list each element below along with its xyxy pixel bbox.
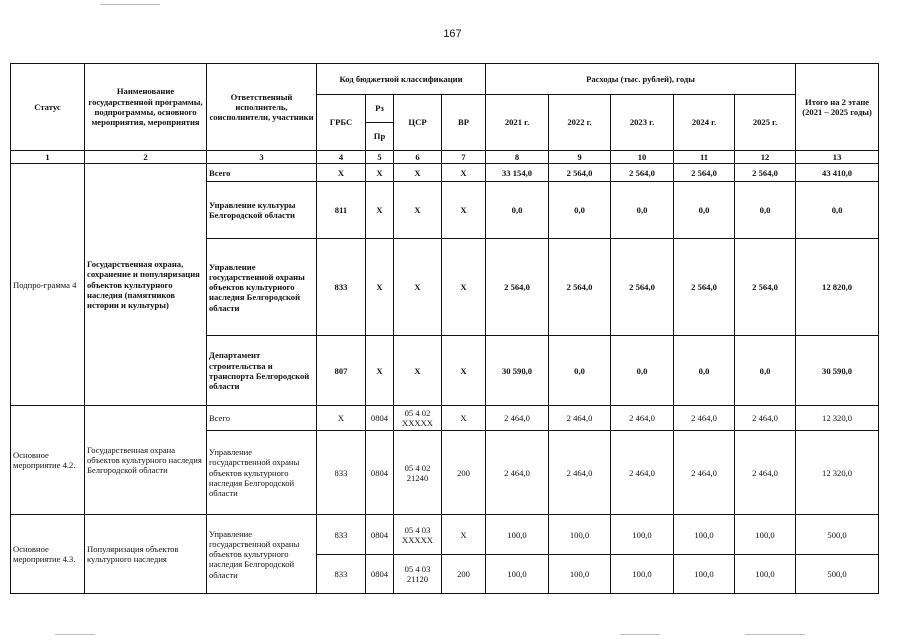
vr-cell: Х <box>442 515 486 555</box>
executor-cell: Управление культуры Белгородской области <box>207 182 317 239</box>
column-number: 3 <box>207 151 317 164</box>
y2025-cell: 2 564,0 <box>735 239 796 336</box>
grbs-cell: 811 <box>317 182 366 239</box>
scan-artifact <box>55 634 95 635</box>
vr-cell: 200 <box>442 431 486 515</box>
grbs-cell: 833 <box>317 431 366 515</box>
y2024-cell: 2 464,0 <box>674 406 735 431</box>
header-row-1 <box>11 64 879 95</box>
y2025-cell: 2 464,0 <box>735 406 796 431</box>
csr-cell: Х <box>394 336 442 406</box>
y2023-cell: 2 464,0 <box>611 406 674 431</box>
status-cell: Основное мероприятие 4.2. <box>11 406 85 515</box>
y2025-cell: 100,0 <box>735 555 796 594</box>
csr-cell: 05 4 03 ХХХХХ <box>394 515 442 555</box>
vr-cell: Х <box>442 336 486 406</box>
y2023-cell: 2 564,0 <box>611 239 674 336</box>
column-number: 5 <box>366 151 394 164</box>
header-total: Итого на 2 этапе (2021 – 2025 годы) <box>796 64 879 151</box>
y2025-cell: 0,0 <box>735 336 796 406</box>
executor-cell: Управление государственной охраны объектов культурного наследия Белгородской области <box>207 515 317 594</box>
y2024-cell: 2 564,0 <box>674 239 735 336</box>
header-year-2023: 2023 г. <box>611 95 674 151</box>
y2022-cell: 2 464,0 <box>549 406 611 431</box>
grbs-cell: Х <box>317 164 366 182</box>
y2023-cell: 0,0 <box>611 336 674 406</box>
scan-artifact <box>100 4 160 5</box>
name-cell: Государственная охрана, сохранение и популяризация объектов культурного наследия (памятников истории и культуры) <box>85 164 207 406</box>
total-cell: 12 820,0 <box>796 239 879 336</box>
total-cell: 500,0 <box>796 555 879 594</box>
grbs-cell: Х <box>317 406 366 431</box>
y2025-cell: 2 564,0 <box>735 164 796 182</box>
header-year-2024: 2024 г. <box>674 95 735 151</box>
header-rz: Рз <box>366 95 394 123</box>
vr-cell: Х <box>442 182 486 239</box>
y2023-cell: 100,0 <box>611 515 674 555</box>
y2024-cell: 2 464,0 <box>674 431 735 515</box>
column-number: 1 <box>11 151 85 164</box>
grbs-cell: 833 <box>317 239 366 336</box>
column-number: 8 <box>486 151 549 164</box>
status-cell: Основное мероприятие 4.3. <box>11 515 85 594</box>
total-cell: 43 410,0 <box>796 164 879 182</box>
total-cell: 0,0 <box>796 182 879 239</box>
header-grbs: ГРБС <box>317 95 366 151</box>
header-year-2021: 2021 г. <box>486 95 549 151</box>
csr-cell: 05 4 03 21120 <box>394 555 442 594</box>
total-cell: 30 590,0 <box>796 336 879 406</box>
y2022-cell: 100,0 <box>549 515 611 555</box>
header-pr: Пр <box>366 123 394 151</box>
column-number: 6 <box>394 151 442 164</box>
executor-cell: Всего <box>207 164 317 182</box>
vr-cell: Х <box>442 239 486 336</box>
csr-cell: Х <box>394 182 442 239</box>
header-budget-code: Код бюджетной классификации <box>317 64 486 95</box>
vr-cell: Х <box>442 164 486 182</box>
vr-cell: Х <box>442 406 486 431</box>
y2025-cell: 0,0 <box>735 182 796 239</box>
csr-cell: Х <box>394 239 442 336</box>
y2022-cell: 2 564,0 <box>549 239 611 336</box>
column-number: 11 <box>674 151 735 164</box>
table-row <box>11 515 879 555</box>
y2025-cell: 100,0 <box>735 515 796 555</box>
column-number: 7 <box>442 151 486 164</box>
header-year-2022: 2022 г. <box>549 95 611 151</box>
y2022-cell: 0,0 <box>549 336 611 406</box>
budget-table <box>10 63 879 594</box>
executor-cell: Департамент строительства и транспорта Белгородской области <box>207 336 317 406</box>
grbs-cell: 807 <box>317 336 366 406</box>
grbs-cell: 833 <box>317 555 366 594</box>
rzpr-cell: Х <box>366 336 394 406</box>
total-cell: 500,0 <box>796 515 879 555</box>
executor-cell: Всего <box>207 406 317 431</box>
y2023-cell: 2 564,0 <box>611 164 674 182</box>
header-csr: ЦСР <box>394 95 442 151</box>
column-number: 2 <box>85 151 207 164</box>
rzpr-cell: 0804 <box>366 431 394 515</box>
header-status: Статус <box>11 64 85 151</box>
csr-cell: Х <box>394 164 442 182</box>
status-cell: Подпро-грамма 4 <box>11 164 85 406</box>
column-number: 10 <box>611 151 674 164</box>
y2022-cell: 2 564,0 <box>549 164 611 182</box>
y2021-cell: 100,0 <box>486 515 549 555</box>
y2023-cell: 2 464,0 <box>611 431 674 515</box>
table-row <box>11 406 879 431</box>
rzpr-cell: 0804 <box>366 555 394 594</box>
column-number: 4 <box>317 151 366 164</box>
rzpr-cell: Х <box>366 182 394 239</box>
rzpr-cell: 0804 <box>366 406 394 431</box>
y2022-cell: 100,0 <box>549 555 611 594</box>
y2025-cell: 2 464,0 <box>735 431 796 515</box>
column-number: 12 <box>735 151 796 164</box>
executor-cell: Управление государственной охраны объектов культурного наследия Белгородской области <box>207 239 317 336</box>
csr-cell: 05 4 02 ХХХХХ <box>394 406 442 431</box>
column-number: 13 <box>796 151 879 164</box>
scan-artifact <box>620 634 660 635</box>
name-cell: Государственная охрана объектов культурного наследия Белгородской области <box>85 406 207 515</box>
vr-cell: 200 <box>442 555 486 594</box>
y2022-cell: 0,0 <box>549 182 611 239</box>
y2021-cell: 2 464,0 <box>486 406 549 431</box>
header-expenses: Расходы (тыс. рублей), годы <box>486 64 796 95</box>
y2023-cell: 100,0 <box>611 555 674 594</box>
y2021-cell: 30 590,0 <box>486 336 549 406</box>
total-cell: 12 320,0 <box>796 406 879 431</box>
y2024-cell: 100,0 <box>674 515 735 555</box>
page-number: 167 <box>443 28 462 40</box>
y2022-cell: 2 464,0 <box>549 431 611 515</box>
scan-artifact <box>745 634 805 635</box>
executor-cell: Управление государственной охраны объектов культурного наследия Белгородской области <box>207 431 317 515</box>
total-cell: 12 320,0 <box>796 431 879 515</box>
y2023-cell: 0,0 <box>611 182 674 239</box>
csr-cell: 05 4 02 21240 <box>394 431 442 515</box>
rzpr-cell: Х <box>366 164 394 182</box>
y2021-cell: 2 464,0 <box>486 431 549 515</box>
rzpr-cell: Х <box>366 239 394 336</box>
name-cell: Популяризация объектов культурного наследия <box>85 515 207 594</box>
column-number-row <box>11 151 879 164</box>
y2024-cell: 0,0 <box>674 182 735 239</box>
y2024-cell: 0,0 <box>674 336 735 406</box>
table-row <box>11 164 879 182</box>
header-vr: ВР <box>442 95 486 151</box>
rzpr-cell: 0804 <box>366 515 394 555</box>
y2024-cell: 100,0 <box>674 555 735 594</box>
y2021-cell: 33 154,0 <box>486 164 549 182</box>
header-executor: Ответственный исполнитель, соисполнители, участники <box>207 64 317 151</box>
y2021-cell: 2 564,0 <box>486 239 549 336</box>
column-number: 9 <box>549 151 611 164</box>
y2021-cell: 0,0 <box>486 182 549 239</box>
y2021-cell: 100,0 <box>486 555 549 594</box>
header-name: Наименование государственной программы, подпрограммы, основного мероприятия, мероприятия <box>85 64 207 151</box>
header-year-2025: 2025 г. <box>735 95 796 151</box>
y2024-cell: 2 564,0 <box>674 164 735 182</box>
grbs-cell: 833 <box>317 515 366 555</box>
